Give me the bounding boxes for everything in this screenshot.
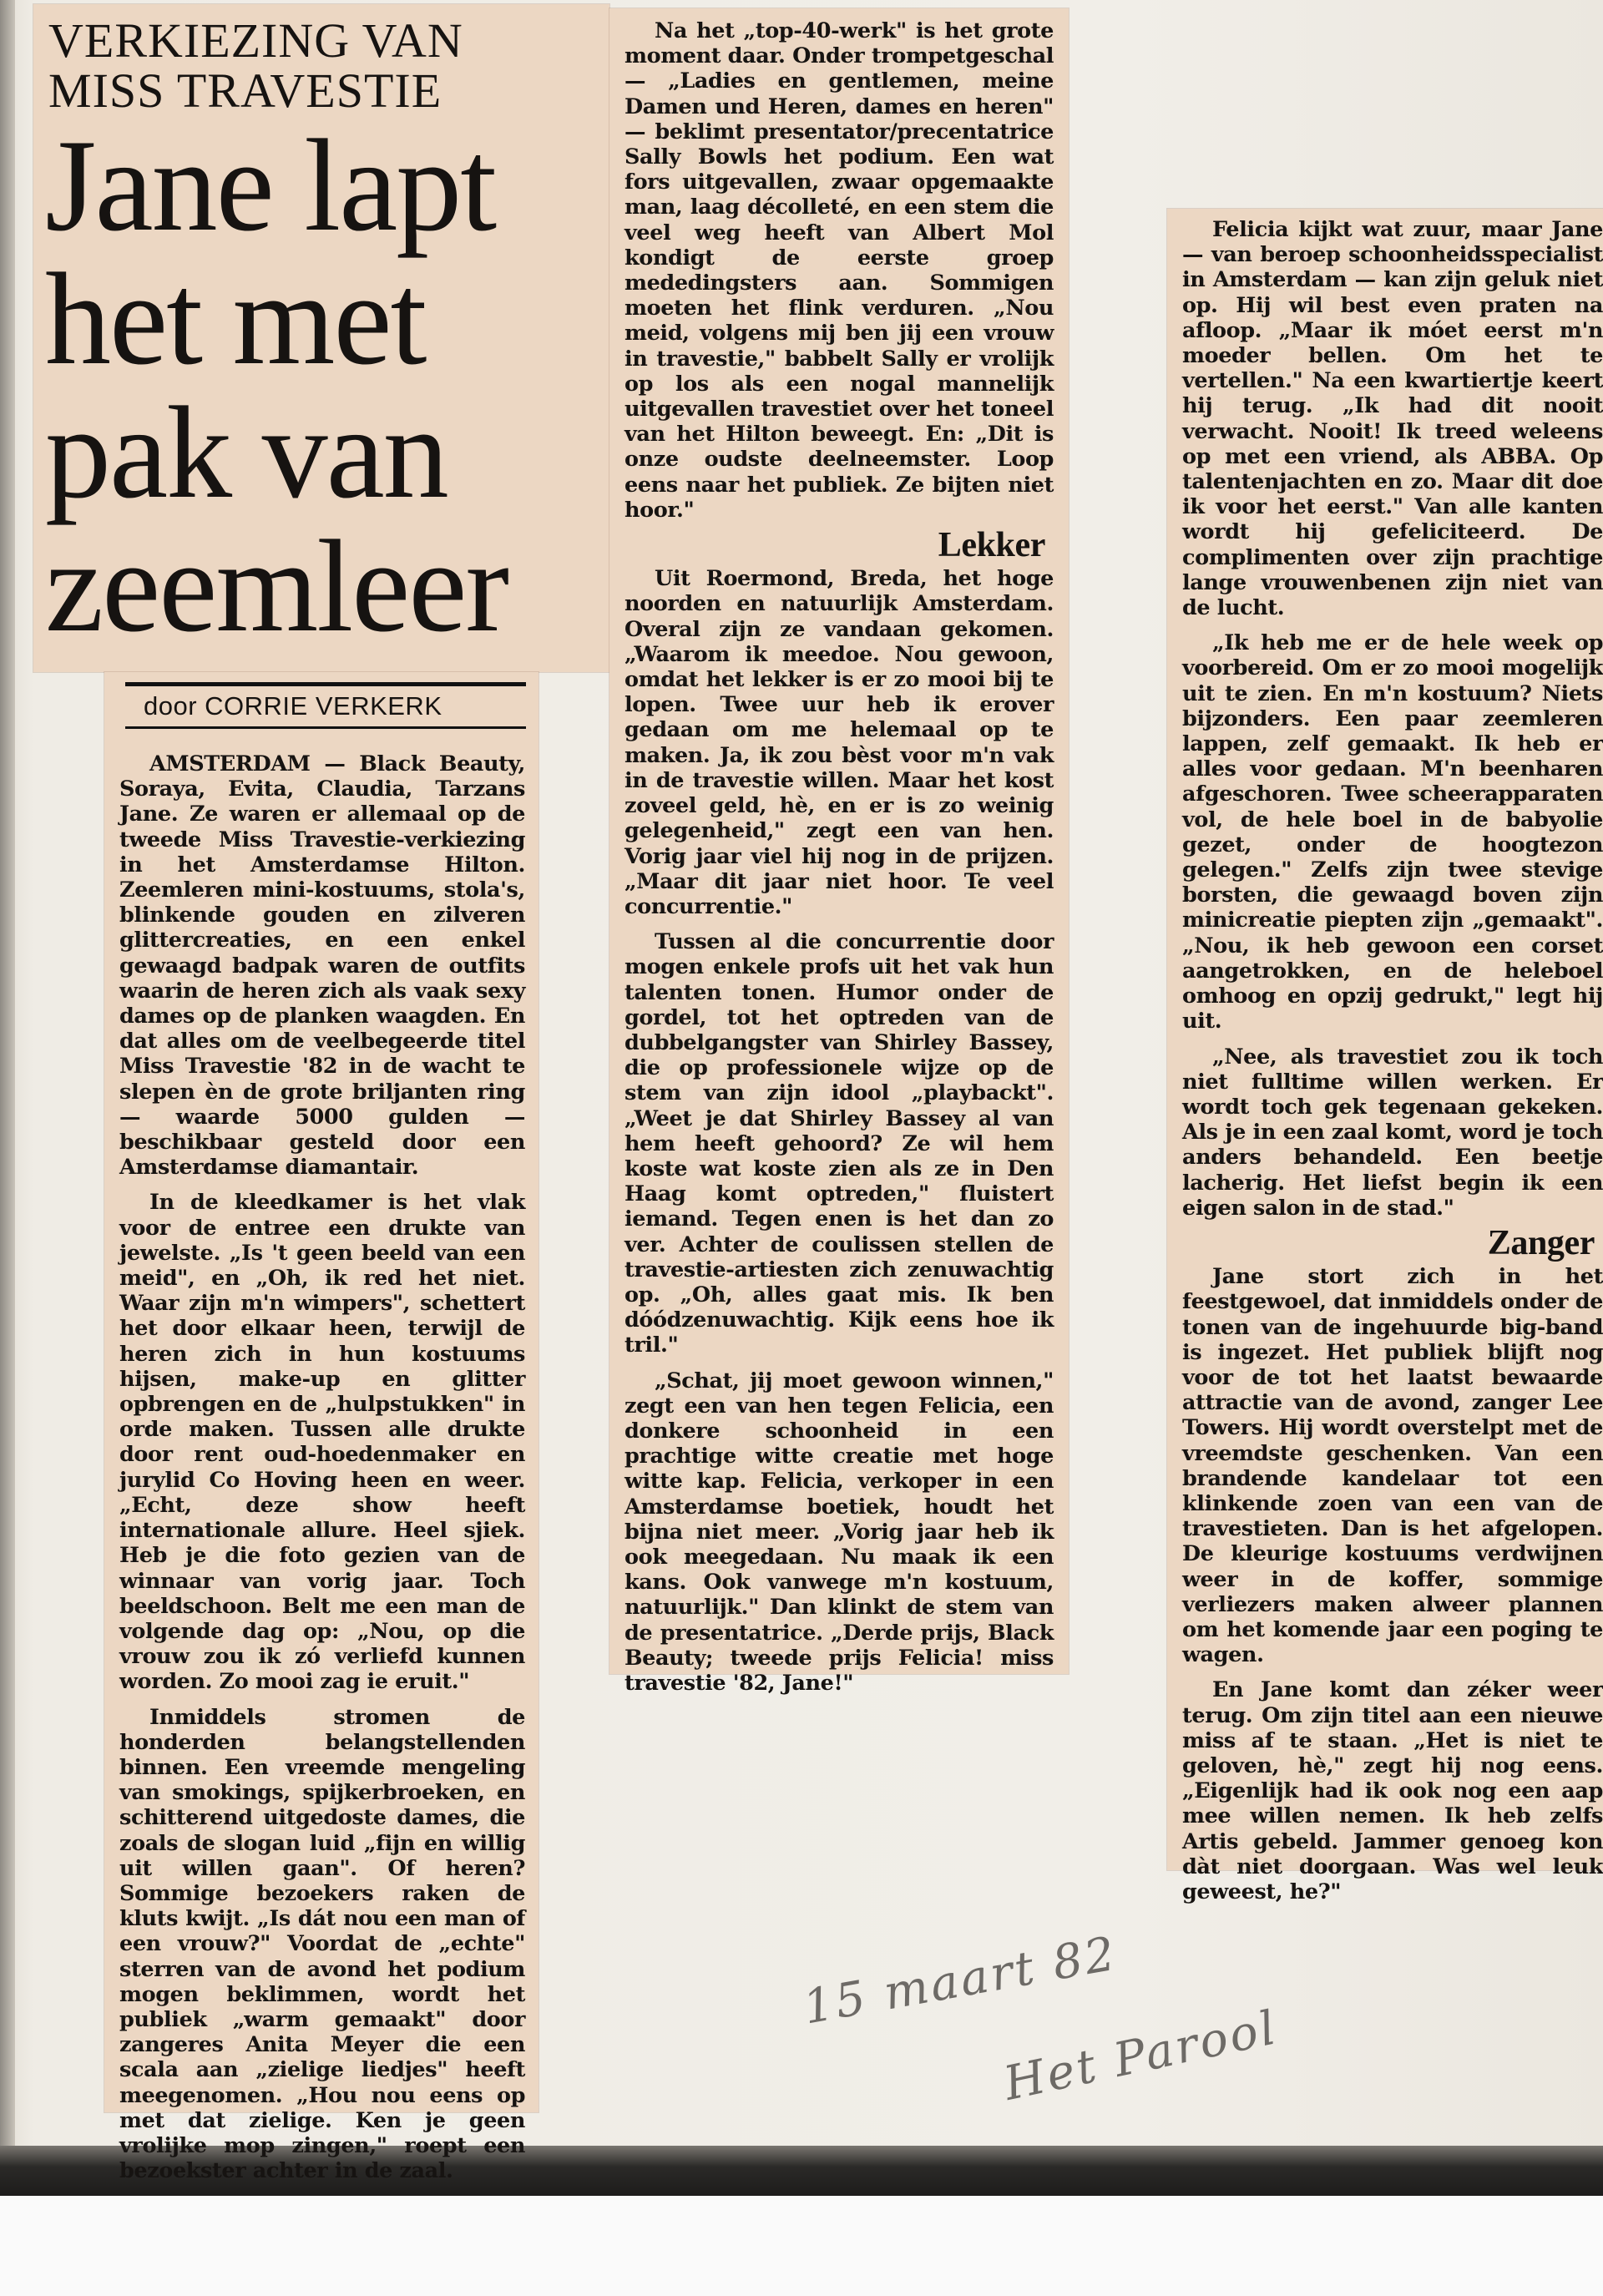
column-1-text (119, 751, 525, 2193)
paragraph: Tussen al die concurrentie door mogen enkele profs uit het vak hun talenten tonen. Humor onder de gordel, tot het optreden van de dubbelgangster van Shirley Bassey, die op professionele wijze op de stem van zijn idool „playbackt". „Weet je dat Shirley Bassey al van hem heeft gehoord? Ze wil hem koste wat koste zien als ze in Den Haag komt optreden," fluistert iemand. Tegen enen is het dan zo ver. Achter de coulissen stellen de travestie-artiesten zich zenuwachtig op. „Oh, alles gaat mis. Ik ben dóódzenuwachtig. Kijk eens hoe ik tril." (625, 929, 1054, 1358)
byline-rule-bottom (125, 726, 526, 729)
headline: Jane lapt het met pak van zeemleer (45, 113, 508, 660)
paragraph: AMSTERDAM — Black Beauty, Soraya, Evita, Claudia, Tarzans Jane. Ze waren er allemaal op de tweede Miss Travestie-verkiezing in het Amsterdamse Hilton. Zeemleren mini-kostuums, stola's, blinkende gouden en zilveren glittercreaties, en een enkel gewaagd badpak waren de outfits waarin de heren zich als vaak sexy dames op de planken waagden. En dat alles om de veelbegeerde titel Miss Travestie '82 in de wacht te slepen èn de grote briljanten ring — waarde 5000 gulden — beschikbaar gesteld door een Amsterdamse diamantair. (119, 751, 525, 1181)
handwritten-date: 15 maart 82 (799, 1926, 1122, 2036)
byline: door CORRIE VERKERK (144, 691, 442, 721)
paragraph: Felicia kijkt wat zuur, maar Jane — van beroep schoonheidsspecialist in Amsterdam — kan zijn geluk niet op. Hij wil best even praten na afloop. „Maar ik móet eerst m'n moeder bellen. Om het te vertellen." Na een kwartiertje keert hij terug. „Ik had dit nooit verwacht. Nooit! Ik treed weleens op met een vriend, als ABBA. Op talentenjachten en zo. Maar dit doe ik voor het eerst." Van alle kanten wordt hij gefeliciteerd. De complimenten over zijn prachtige lange vrouwenbenen zijn niet van de lucht. (1182, 217, 1603, 621)
paragraph: In de kleedkamer is het vlak voor de entree een drukte van jewelste. „Is 't geen beeld van een meid", en „Oh, ik red het niet. Waar zijn m'n wimpers", schettert het door elkaar heen, terwijl de heren zich in hun kostuums hijsen, make-up en glitter opbrengen en de „hulpstukken" in orde maken. Tussen alle drukte door rent oud-hoedenmaker en jurylid Co Hoving heen en weer. „Echt, deze show heeft internationale allure. Heel sjiek. Heb je die foto gezien van de winnaar van vorig jaar. Toch beeldschoon. Belt me een man de volgende dag op: „Nou, op die vrouw zou ik zó verliefd kunnen worden. Zo mooi zag ie eruit." (119, 1190, 525, 1695)
paragraph: Inmiddels stromen de honderden belangstellenden binnen. Een vreemde mengeling van smokings, spijkerbroeken, en schitterend uitgedoste dames, die zoals de slogan luid „fijn en willig uit willen gaan". Of heren? Sommige bezoekers raken de kluts kwijt. „Is dát nou een man of een vrouw?" Voordat de „echte" sterren van de avond het podium mogen beklimmen, wordt het publiek „warm gemaakt" door zangeres Anita Meyer die een scala aan „zielige liedjes" heeft meegenomen. „Hou nou eens op met dat zielige. Ken je geen vrolijke mop zingen," roept een bezoekster achter in de zaal. (119, 1704, 525, 2184)
handwritten-source: Het Parool (999, 2000, 1283, 2111)
column-2-text (625, 18, 1054, 1706)
paragraph: „Nee, als travestiet zou ik toch niet fulltime willen werken. Er wordt toch gek tegenaan gekeken. Als je in een zaal komt, word je toch anders behandeld. Een beetje lacherig. Het liefst begin ik een eigen salon in de stad." (1182, 1044, 1603, 1221)
subhead-zanger: Zanger (1487, 1223, 1595, 1262)
subhead-lekker: Lekker (938, 526, 1045, 565)
column-2-clipping (609, 8, 1069, 1696)
headline-clipping (33, 4, 609, 672)
scan-margin (0, 2196, 1603, 2296)
column-3-text (1182, 217, 1603, 1914)
column-1-clipping (104, 672, 539, 2184)
paragraph: „Schat, jij moet gewoon winnen," zegt een van hen tegen Felicia, een donkere schoonheid in een prachtige witte creatie met hoge witte kap. Felicia, verkoper in een Amsterdamse boetiek, houdt het bijna niet meer. „Vorig jaar heb ik ook meegedaan. Nu maak ik een kans. Ook vanwege m'n kostuum, natuurlijk." Dan klinkt de stem van de presentatrice. „Derde prijs, Black Beauty; tweede prijs Felicia! miss travestie '82, Jane!" (625, 1368, 1054, 1696)
paragraph: Jane stort zich in het feestgewoel, dat inmiddels onder de tonen van de ingehuurde big-band is ingezet. Het publiek blijft nog voor de tot het laatst bewaarde attractie van de avond, zanger Lee Towers. Hij wordt overstelpt met de vreemdste geschenken. Van een brandende kandelaar tot een klinkende zoen van een van de travestieten. Dan is het afgelopen. De kleurige kostuums verdwijnen weer in de koffer, sommige verliezers maken alweer plannen om het komende jaar een poging te wagen. (1182, 1264, 1603, 1668)
paragraph: Uit Roermond, Breda, het hoge noorden en natuurlijk Amsterdam. Overal zijn ze vandaan gekomen. „Waarom ik meedoe. Nou gewoon, omdat het lekker is er zo mooi bij te lopen. Twee uur heb ik erover gedaan om me helemaal op te maken. Ja, ik zou bèst voor m'n vak in de travestie willen. Maar het kost zoveel geld, hè, en er is zo weinig gelegenheid," zegt een van hen. Vorig jaar viel hij nog in de prijzen. „Maar dit jaar niet hoor. Te veel concurrentie." (625, 566, 1054, 919)
page-spine (0, 0, 15, 2154)
paragraph: En Jane komt dan zéker weer terug. Om zijn titel aan een nieuwe miss af te staan. „Het is niet te geloven, hè," zegt hij nog eens. „Eigenlijk had ik ook nog een aap mee willen nemen. Ik heb zelfs Artis gebeld. Jammer genoeg kon dàt niet doorgaan. Was wel leuk geweest, he?" (1182, 1677, 1603, 1904)
paragraph: „Ik heb me er de hele week op voorbereid. Om er zo mooi mogelijk uit te zien. En m'n kostuum? Niets bijzonders. Een paar zeemleren lappen, zelf gemaakt. Ik heb er alles voor gedaan. M'n beenharen afgeschoren. Twee scheerapparaten vol, de hele boel in de babyolie gezet, onder de hoogtezon gelegen." Zelfs zijn twee stevige borsten, die gewaagd boven zijn minicreatie piepten zijn „gemaakt". „Nou, ik heb gewoon een corset aangetrokken, en de heleboel omhoog en opzij gedrukt," legt hij uit. (1182, 630, 1603, 1034)
column-3-clipping (1167, 209, 1603, 1904)
kicker: VERKIEZING VAN MISS TRAVESTIE (48, 13, 463, 118)
byline-block (125, 682, 526, 729)
paragraph: Na het „top-40-werk" is het grote moment daar. Onder trompetgeschal — „Ladies en gentlemen, meine Damen und Heren, dames en heren" — beklimt presentator/precentatrice Sally Bowls het podium. Een wat fors uitgevallen, zwaar opgemaakte man, laag décolleté, en een stem die veel weg heeft van Albert Mol kondigt de eerste groep mededingsters aan. Sommigen moeten het flink verduren. „Nou meid, volgens mij ben jij een vrouw in travestie," babbelt Sally er vrolijk op los als een nogal mannelijk uitgevallen travestiet over het toneel van het Hilton beweegt. En: „Dit is onze oudste deelneemster. Loop eens naar het publiek. Ze bijten niet hoor." (625, 18, 1054, 523)
